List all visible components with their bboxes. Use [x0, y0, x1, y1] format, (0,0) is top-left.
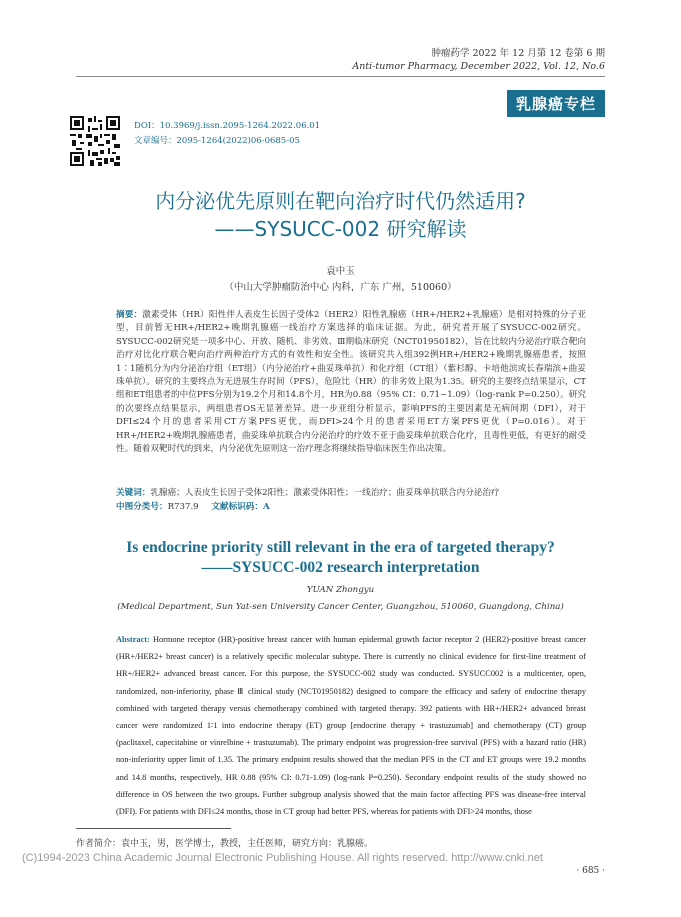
column-tag: 乳腺癌专栏 [507, 90, 605, 117]
header-divider [76, 76, 605, 77]
title-cn-line1: 内分泌优先原则在靶向治疗时代仍然适用? [155, 189, 526, 213]
keywords-cn-text: 乳腺癌；人表皮生长因子受体2阳性；激素受体阳性；一线治疗；曲妥珠单抗联合内分泌治疗 [150, 488, 500, 498]
keywords-cn [116, 486, 586, 500]
abstract-en [116, 631, 586, 820]
title-en [0, 538, 681, 578]
journal-name-cn: 肿瘤药学 2022 年 12 月第 12 卷第 6 期 [431, 48, 605, 59]
abstract-cn [116, 309, 586, 456]
abstract-cn-text: 激素受体（HR）阳性伴人表皮生长因子受体2（HER2）阳性乳腺癌（HR+/HER2+乳腺癌）是相对特殊的分子亚型，目前暂无HR+/HER2+晚期乳腺癌一线治疗方案选择的临床证据。为此，研究者开展了SYSUCC-002研究。SYSUCC-002研究是一项多中心、开放、随机、非劣效、Ⅲ期临床研究（NCT01950182），旨在比较内分泌治疗联合靶向治疗对比化疗联合靶向治疗两种治疗方式的有效性和安全性。该研究共入组392例HR+/HER2+晚期乳腺癌患者，按照1∶1随机分为内分泌治疗组（ET组）（内分泌治疗+曲妥珠单抗）和化疗组（CT组）（紫杉醇、卡培他滨或长春瑞滨+曲妥珠单抗）。研究的主要终点为无进展生存时间（PFS），危险比（HR）的非劣效上限为1.35。研究的主要终点结果显示，CT组和ET组患者的中位PFS分别为19.2个月和14.8个月，HR为0.88（95% CI：0.71~1.09）（log-rank P=0.250）。研究的次要终点结果显示，两组患者OS无显著差异。进一步亚组分析显示，影响PFS的主要因素是无病间期（DFI），对于DFI≤24个月的患者采用CT方案PFS更优，而DFI>24个月的患者采用ET方案PFS更优（P=0.016）。对于HR+/HER2+晚期乳腺癌患者，曲妥珠单抗联合内分泌治疗的疗效不亚于曲妥珠单抗联合化疗，且毒性更低，有更好的耐受性。随着双靶时代的到来，内分泌优先原则这一治疗理念将继续指导临床医生作出决策。 [116, 310, 586, 455]
author-cn: 袁中玉 [326, 266, 355, 277]
doi: DOI：10.3969/j.issn.2095-1264.2022.06.01 [134, 121, 321, 131]
affiliation-en: (Medical Department, Sun Yat-sen University Cancer Center, Guangzhou, 510060, Guangdong, China) [117, 602, 564, 612]
author-en: YUAN Zhongyu [306, 585, 375, 595]
abstract-cn-label: 摘要： [116, 310, 143, 320]
doi-block [134, 119, 320, 149]
journal-name-en: Anti-tumor Pharmacy, December 2022, Vol. 12, No.6 [352, 61, 605, 72]
abstract-en-text: Hormone receptor (HR)-positive breast cancer with human epidermal growth factor receptor 2 (HER2)-positive breast cancer (HR+/HER2+ breast cancer) is a relatively specific molecular subtype. There is currently no clinical evidence for first-line treatment of HR+/HER2+ advanced breast cancer. For this purpose, the SYSUCC-002 study was conducted. SYSUCC002 is a multicenter, open, randomized, non-inferiority, phase Ⅲ clinical study (NCT01950182) designed to compare the efficacy and safety of endocrine therapy combined with targeted therapy versus chemotherapy combined with targeted therapy. 392 patients with HR+/HER2+ advanced breast cancer were randomized 1∶1 into endocrine therapy (ET) group [endocrine therapy + trastuzumab] and chemotherapy (CT) group (paclitaxel, capecitabine or vinrelbine + trastuzumab). The primary endpoint was progression-free survival (PFS) with a hazard ratio (HR) non-inferiority upper limit of 1.35. The primary endpoint results showed that the median PFS in the CT and ET groups were 19.2 months and 14.8 months, respectively, HR 0.88 (95% CI: 0.71-1.09) (log-rank P=0.250). Secondary endpoint results of the study showed no difference in OS between the two groups. Further subgroup analysis showed that the main factor affecting PFS was disease-free interval (DFI). For patients with DFI≤24 months, those in CT group had better PFS, whereas for patients with DFI>24 months, those [116, 635, 587, 817]
author-note: 作者简介：袁中玉，男，医学博士，教授，主任医师，研究方向：乳腺癌。 [76, 839, 374, 849]
classification-cn [116, 500, 586, 514]
qr-code-icon [70, 116, 120, 166]
doc-code-label: 文献标识码： [211, 502, 263, 512]
footnote-divider [76, 828, 231, 829]
title-en-line1: Is endocrine priority still relevant in the era of targeted therapy? [126, 539, 555, 556]
title-en-line2: ——SYSUCC-002 research interpretation [201, 559, 480, 576]
journal-header [352, 47, 605, 73]
page-number: · 685 · [576, 866, 605, 876]
abstract-en-label: Abstract: [116, 635, 150, 644]
clc-label: 中图分类号： [116, 502, 168, 512]
copyright-watermark: (C)1994-2023 China Academic Journal Electronic Publishing House. All rights reserved. http://www.cnki.net [22, 852, 543, 864]
title-cn [0, 187, 681, 243]
title-cn-line2: ——SYSUCC-002 研究解读 [214, 217, 467, 241]
affiliation-cn: （中山大学肿瘤防治中心 内科，广东 广州，510060） [224, 282, 457, 293]
doc-code-value: A [262, 502, 270, 512]
keywords-cn-label: 关键词： [116, 488, 151, 498]
article-number: 文章编号：2095-1264(2022)06-0685-05 [134, 136, 300, 146]
clc-value: R737.9 [167, 502, 199, 512]
